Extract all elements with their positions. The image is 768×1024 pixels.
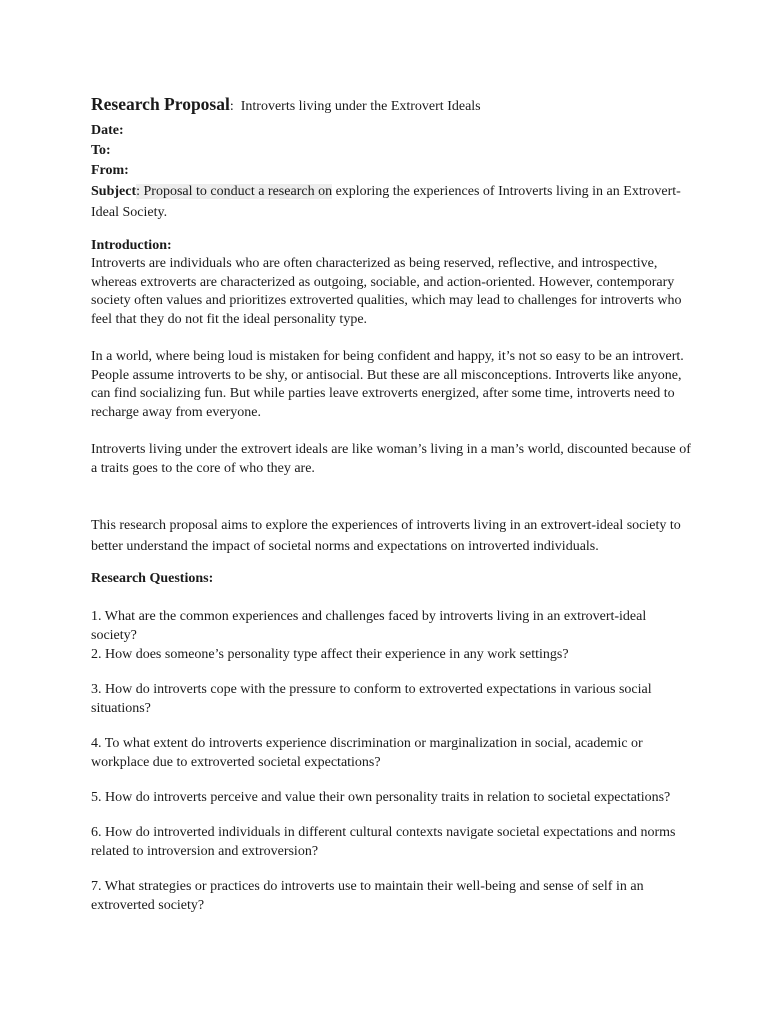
title-text: Introverts living under the Extrovert Ideals <box>240 99 481 114</box>
date-label: Date: <box>91 123 124 138</box>
intro-paragraph-3: Introverts living under the extrovert ideals are like woman’s living in a man’s world, discounted because of a traits goes to the core of who they are. <box>91 442 691 476</box>
research-question-2: 2. How does someone’s personality type affect their experience in any work settings? <box>91 647 569 662</box>
intro-paragraph-1: Introverts are individuals who are often characterized as being reserved, reflective, and introspective, whereas extroverts are characterized as outgoing, sociable, and action-oriented. However, contemporary society often values and prioritizes extroverted qualities, which may lead to challenges for introverts who feel that they do not fit the ideal personality type. <box>91 256 682 327</box>
document-title <box>91 92 691 119</box>
introduction-heading: Introduction: <box>91 238 172 253</box>
subject-text: exploring the experiences of Introverts living in an Extrovert-Ideal Society. <box>91 184 681 220</box>
to-label: To: <box>91 143 111 158</box>
title-colon: : <box>229 99 234 114</box>
research-question-6: 6. How do introverted individuals in different cultural contexts navigate societal expectations and norms related to introversion and extroversion? <box>91 825 676 859</box>
subject-highlighted: : Proposal to conduct a research on <box>136 184 333 199</box>
from-label: From: <box>91 163 129 178</box>
document-page <box>91 92 691 915</box>
subject-label: Subject <box>91 184 137 199</box>
research-question-5: 5. How do introverts perceive and value their own personality traits in relation to societal expectations? <box>91 790 671 805</box>
research-questions-heading: Research Questions: <box>91 571 214 586</box>
intro-paragraph-4: This research proposal aims to explore the experiences of introverts living in an extrovert-ideal society to better understand the impact of societal norms and expectations on introverted individuals. <box>91 518 681 554</box>
research-question-1: 1. What are the common experiences and challenges faced by introverts living in an extrovert-ideal society? <box>91 609 647 643</box>
intro-paragraph-2: In a world, where being loud is mistaken for being confident and happy, it’s not so easy to be an introvert. People assume introverts to be shy, or antisocial. But these are all misconceptions. Introverts like anyone, can find socializing fun. But while parties leave extroverts energized, after some time, introverts need to recharge away from everyone. <box>91 349 684 420</box>
research-question-3: 3. How do introverts cope with the pressure to conform to extroverted expectations in various social situations? <box>91 682 652 716</box>
title-label: Research Proposal <box>91 94 230 114</box>
research-question-4: 4. To what extent do introverts experience discrimination or marginalization in social, academic or workplace due to extroverted societal expectations? <box>91 736 643 770</box>
subject-line <box>91 181 691 223</box>
research-question-7: 7. What strategies or practices do introverts use to maintain their well-being and sense of self in an extroverted society? <box>91 879 644 913</box>
